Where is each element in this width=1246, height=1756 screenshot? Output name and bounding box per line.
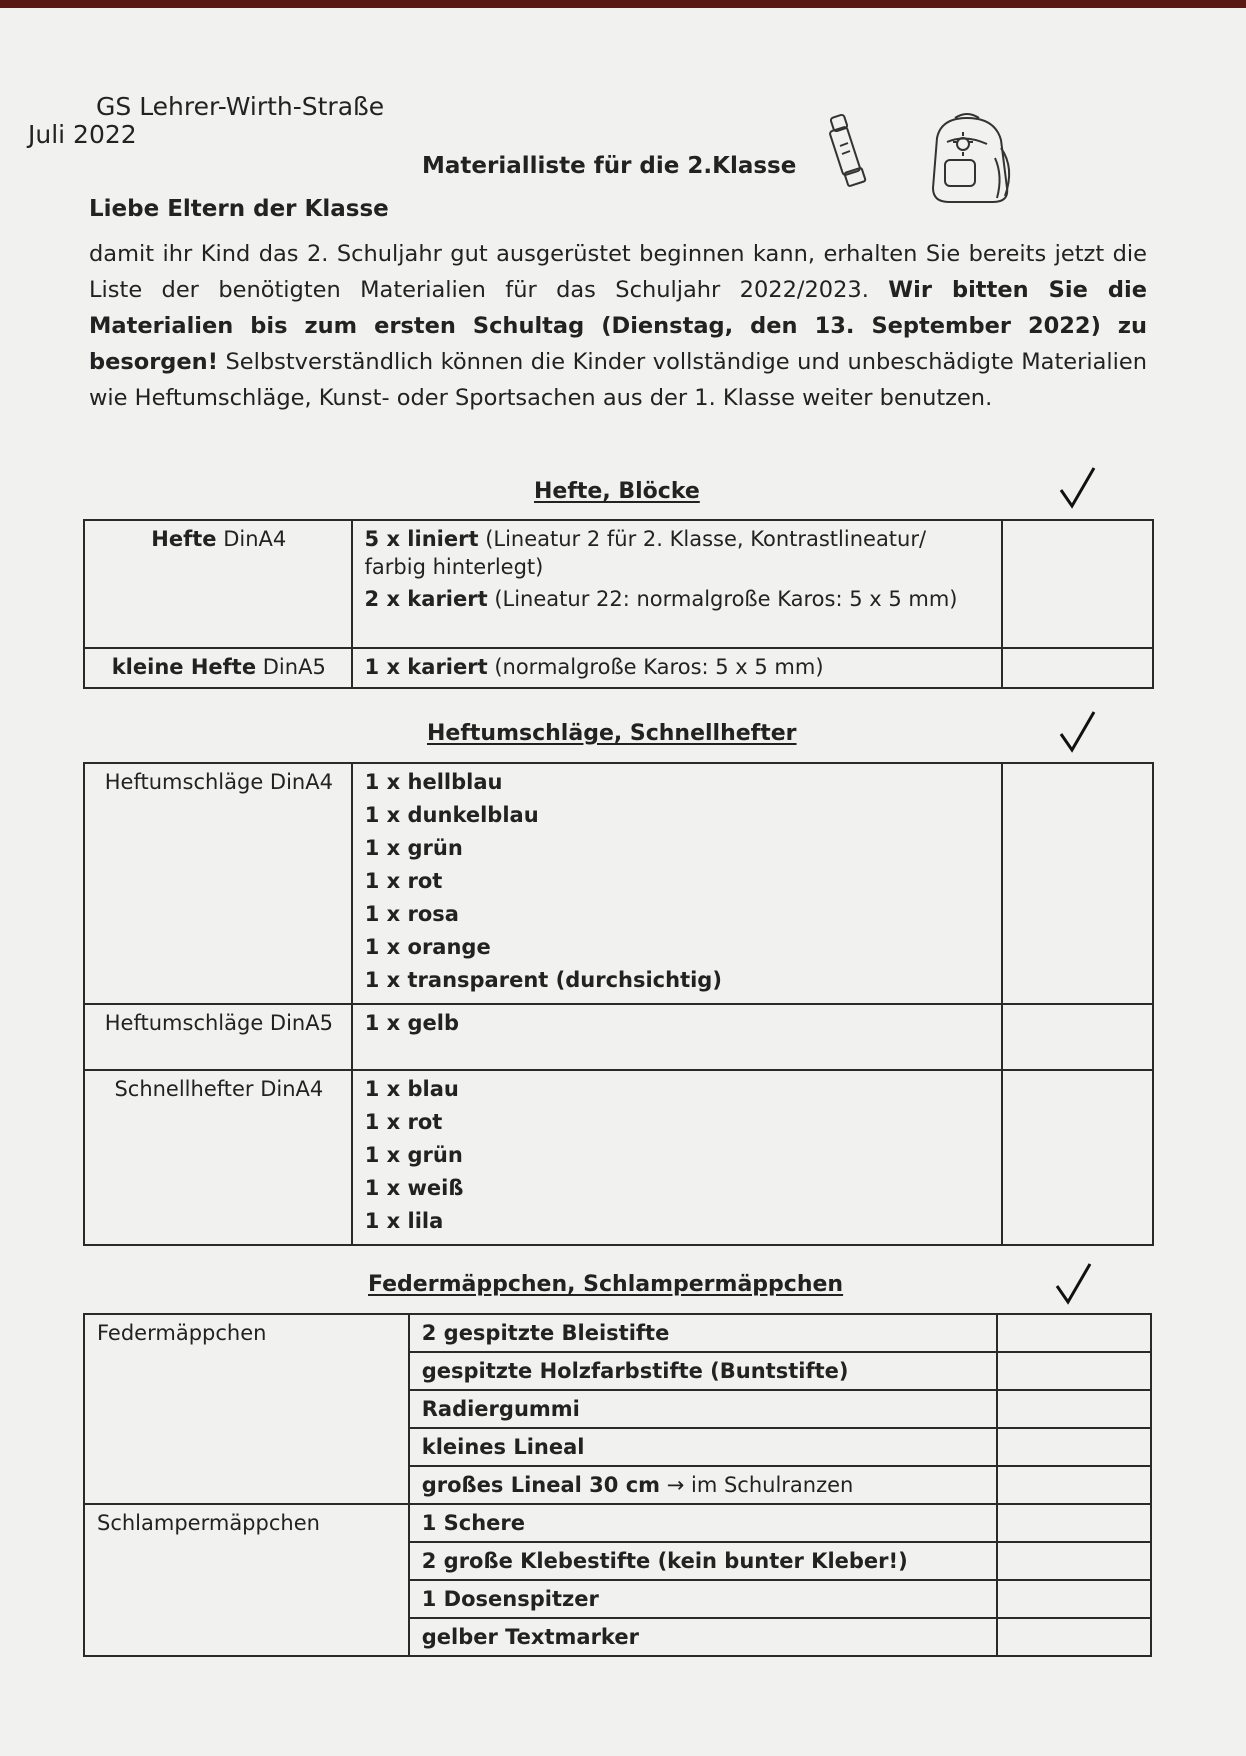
item-details: kleines Lineal [409, 1428, 998, 1466]
glue-stick-icon [818, 112, 870, 192]
intro-text-1: damit ihr Kind das 2. Schuljahr gut ausgerüstet beginnen kann, erhalten Sie bereits jetzt die Liste der benötigten Materialien für das Schuljahr 2022/2023. [89, 241, 1147, 303]
worksheet-page [0, 8, 1246, 1756]
item-details: 2 gespitzte Bleistifte [409, 1314, 998, 1352]
checkmark-icon [1054, 1260, 1094, 1306]
item-name: Federmäppchen [84, 1314, 409, 1504]
item-name: kleine Hefte DinA5 [84, 648, 352, 688]
item-details: gespitzte Holzfarbstifte (Buntstifte) [409, 1352, 998, 1390]
item-name: Heftumschläge DinA4 [84, 763, 352, 1004]
check-box[interactable] [1002, 1004, 1153, 1070]
check-box[interactable] [1002, 763, 1153, 1004]
item-details: gelber Textmarker [409, 1618, 998, 1656]
page-title: Materialliste für die 2.Klasse [422, 153, 797, 179]
check-box[interactable] [1002, 1070, 1153, 1245]
greeting: Liebe Eltern der Klasse [89, 196, 389, 222]
check-box[interactable] [1002, 520, 1153, 648]
checkmark-icon [1058, 708, 1098, 754]
item-name: Heftumschläge DinA5 [84, 1004, 352, 1070]
table-row [84, 763, 1153, 1004]
check-box[interactable] [997, 1390, 1151, 1428]
table-federmaeppchen [83, 1313, 1152, 1657]
document-date: Juli 2022 [28, 120, 137, 149]
intro-paragraph [89, 236, 1147, 416]
check-box[interactable] [997, 1428, 1151, 1466]
check-box[interactable] [997, 1314, 1151, 1352]
item-name-bold: Hefte [151, 527, 217, 551]
item-details: 1 x hellblau 1 x dunkelblau 1 x grün 1 x rot 1 x rosa 1 x orange 1 x transparent (durchsichtig) [352, 763, 1003, 1004]
item-name-rest: DinA4 [223, 527, 287, 551]
check-box[interactable] [997, 1504, 1151, 1542]
table-row [84, 1314, 1151, 1352]
item-details: 1 Schere [409, 1504, 998, 1542]
backpack-icon [925, 108, 1017, 208]
check-box[interactable] [997, 1580, 1151, 1618]
table-heftumschlaege [83, 762, 1154, 1246]
item-details: 1 x gelb [352, 1004, 1003, 1070]
table-row [84, 1004, 1153, 1070]
item-details: Radiergummi [409, 1390, 998, 1428]
item-details: 1 x kariert (normalgroße Karos: 5 x 5 mm) [352, 648, 1003, 688]
item-details [352, 520, 1003, 648]
section-heading-heftumschlaege: Heftumschläge, Schnellhefter [427, 721, 797, 746]
checkmark-icon [1058, 464, 1098, 510]
table-hefte [83, 519, 1154, 689]
item-name: Schnellhefter DinA4 [84, 1070, 352, 1245]
section-heading-hefte: Hefte, Blöcke [534, 479, 700, 504]
check-box[interactable] [997, 1352, 1151, 1390]
item-details: 1 x blau 1 x rot 1 x grün 1 x weiß 1 x lila [352, 1070, 1003, 1245]
detail-line: 5 x liniert (Lineatur 2 für 2. Klasse, Kontrastlineatur/ farbig hinterlegt) [364, 527, 927, 579]
section-heading-federmaeppchen: Federmäppchen, Schlampermäppchen [368, 1272, 844, 1297]
item-details: 1 Dosenspitzer [409, 1580, 998, 1618]
school-name: GS Lehrer-Wirth-Straße [96, 92, 385, 121]
item-name: Schlampermäppchen [84, 1504, 409, 1656]
table-row [84, 648, 1153, 688]
intro-text-2: Selbstverständlich können die Kinder vollständige und unbeschädigte Materialien wie Heftumschläge, Kunst- oder Sportsachen aus der 1. Klasse weiter benutzen. [89, 349, 1147, 411]
table-row [84, 1070, 1153, 1245]
intro-text-bold: Wir bitten Sie die Materialien bis zum ersten Schultag (Dienstag, den 13. September 2022) zu besorgen! [89, 277, 1147, 375]
item-details: 2 große Klebestifte (kein bunter Kleber!) [409, 1542, 998, 1580]
check-box[interactable] [997, 1542, 1151, 1580]
item-details: großes Lineal 30 cm → im Schulranzen [409, 1466, 998, 1504]
table-row [84, 1504, 1151, 1542]
check-box[interactable] [1002, 648, 1153, 688]
check-box[interactable] [997, 1466, 1151, 1504]
check-box[interactable] [997, 1618, 1151, 1656]
table-row [84, 520, 1153, 648]
detail-line: 2 x kariert (Lineatur 22: normalgroße Karos: 5 x 5 mm) [364, 587, 958, 611]
item-name [84, 520, 352, 648]
